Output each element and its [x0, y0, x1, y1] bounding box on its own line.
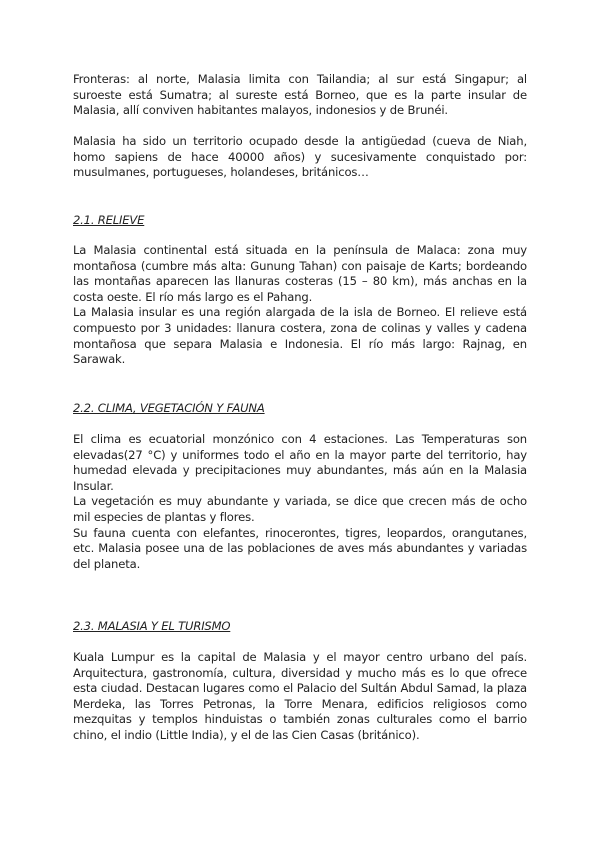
paragraph: Su fauna cuenta con elefantes, rinocerontes, tigres, leopardos, orangutanes, etc. Malasia posee una de las poblaciones de aves más abundantes y variadas del planeta. [73, 525, 527, 571]
paragraph: Fronteras: al norte, Malasia limita con Tailandia; al sur está Singapur; al suroeste está Sumatra; al sureste está Borneo, que es la parte insular de Malasia, allí conviven habitantes malayos, indonesios y de Brunéi. [73, 72, 527, 118]
paragraph: La Malasia insular es una región alargada de la isla de Borneo. El relieve está compuesto por 3 unidades: llanura costera, zona de colinas y valles y cadena montañosa que separa Malasia e Indonesia. El río más largo: Rajnag, en Sarawak. [73, 305, 527, 367]
intro-borders [73, 72, 527, 119]
section-heading-turismo: 2.3. MALASIA Y EL TURISMO [73, 619, 231, 633]
paragraph: Kuala Lumpur es la capital de Malasia y el mayor centro urbano del país. Arquitectura, gastronomía, cultura, diversidad y mucho más es lo que ofrece esta ciudad. Destacan lugares como el Palacio del Sultán Abdul Samad, la plaza Merdeka, las Torres Petronas, la Torre Menara, edificios religiosos como mezquitas y templos hinduistas o también zonas culturales como el barrio chino, el indio (Little India), y el de las Cien Casas (británico). [73, 650, 527, 742]
paragraph: La Malasia continental está situada en la península de Malaca: zona muy montañosa (cumbre más alta: Gunung Tahan) con paisaje de Karts; bordeando las montañas aparecen las llanuras costeras (15 – 80 km), más anchas en la costa oeste. El río más largo es el Pahang. [73, 243, 527, 304]
section-relieve-body [73, 243, 527, 368]
section-heading-clima: 2.2. CLIMA, VEGETACIÓN Y FAUNA [73, 401, 265, 415]
paragraph: El clima es ecuatorial monzónico con 4 estaciones. Las Temperaturas son elevadas(27 °C) y uniformes todo el año en la mayor parte del territorio, hay humedad elevada y precipitaciones muy abundantes, más aún en la Malasia Insular. [73, 432, 527, 493]
paragraph: Malasia ha sido un territorio ocupado desde la antigüedad (cueva de Niah, homo sapiens de hace 40000 años) y sucesivamente conquistado por: musulmanes, portugueses, holandeses, británicos… [73, 134, 527, 180]
section-heading-relieve: 2.1. RELIEVE [73, 213, 145, 227]
section-clima-body [73, 432, 527, 572]
section-turismo-body [73, 650, 527, 744]
intro-history [73, 134, 527, 181]
paragraph: La vegetación es muy abundante y variada, se dice que crecen más de ocho mil especies de plantas y flores. [73, 494, 527, 524]
